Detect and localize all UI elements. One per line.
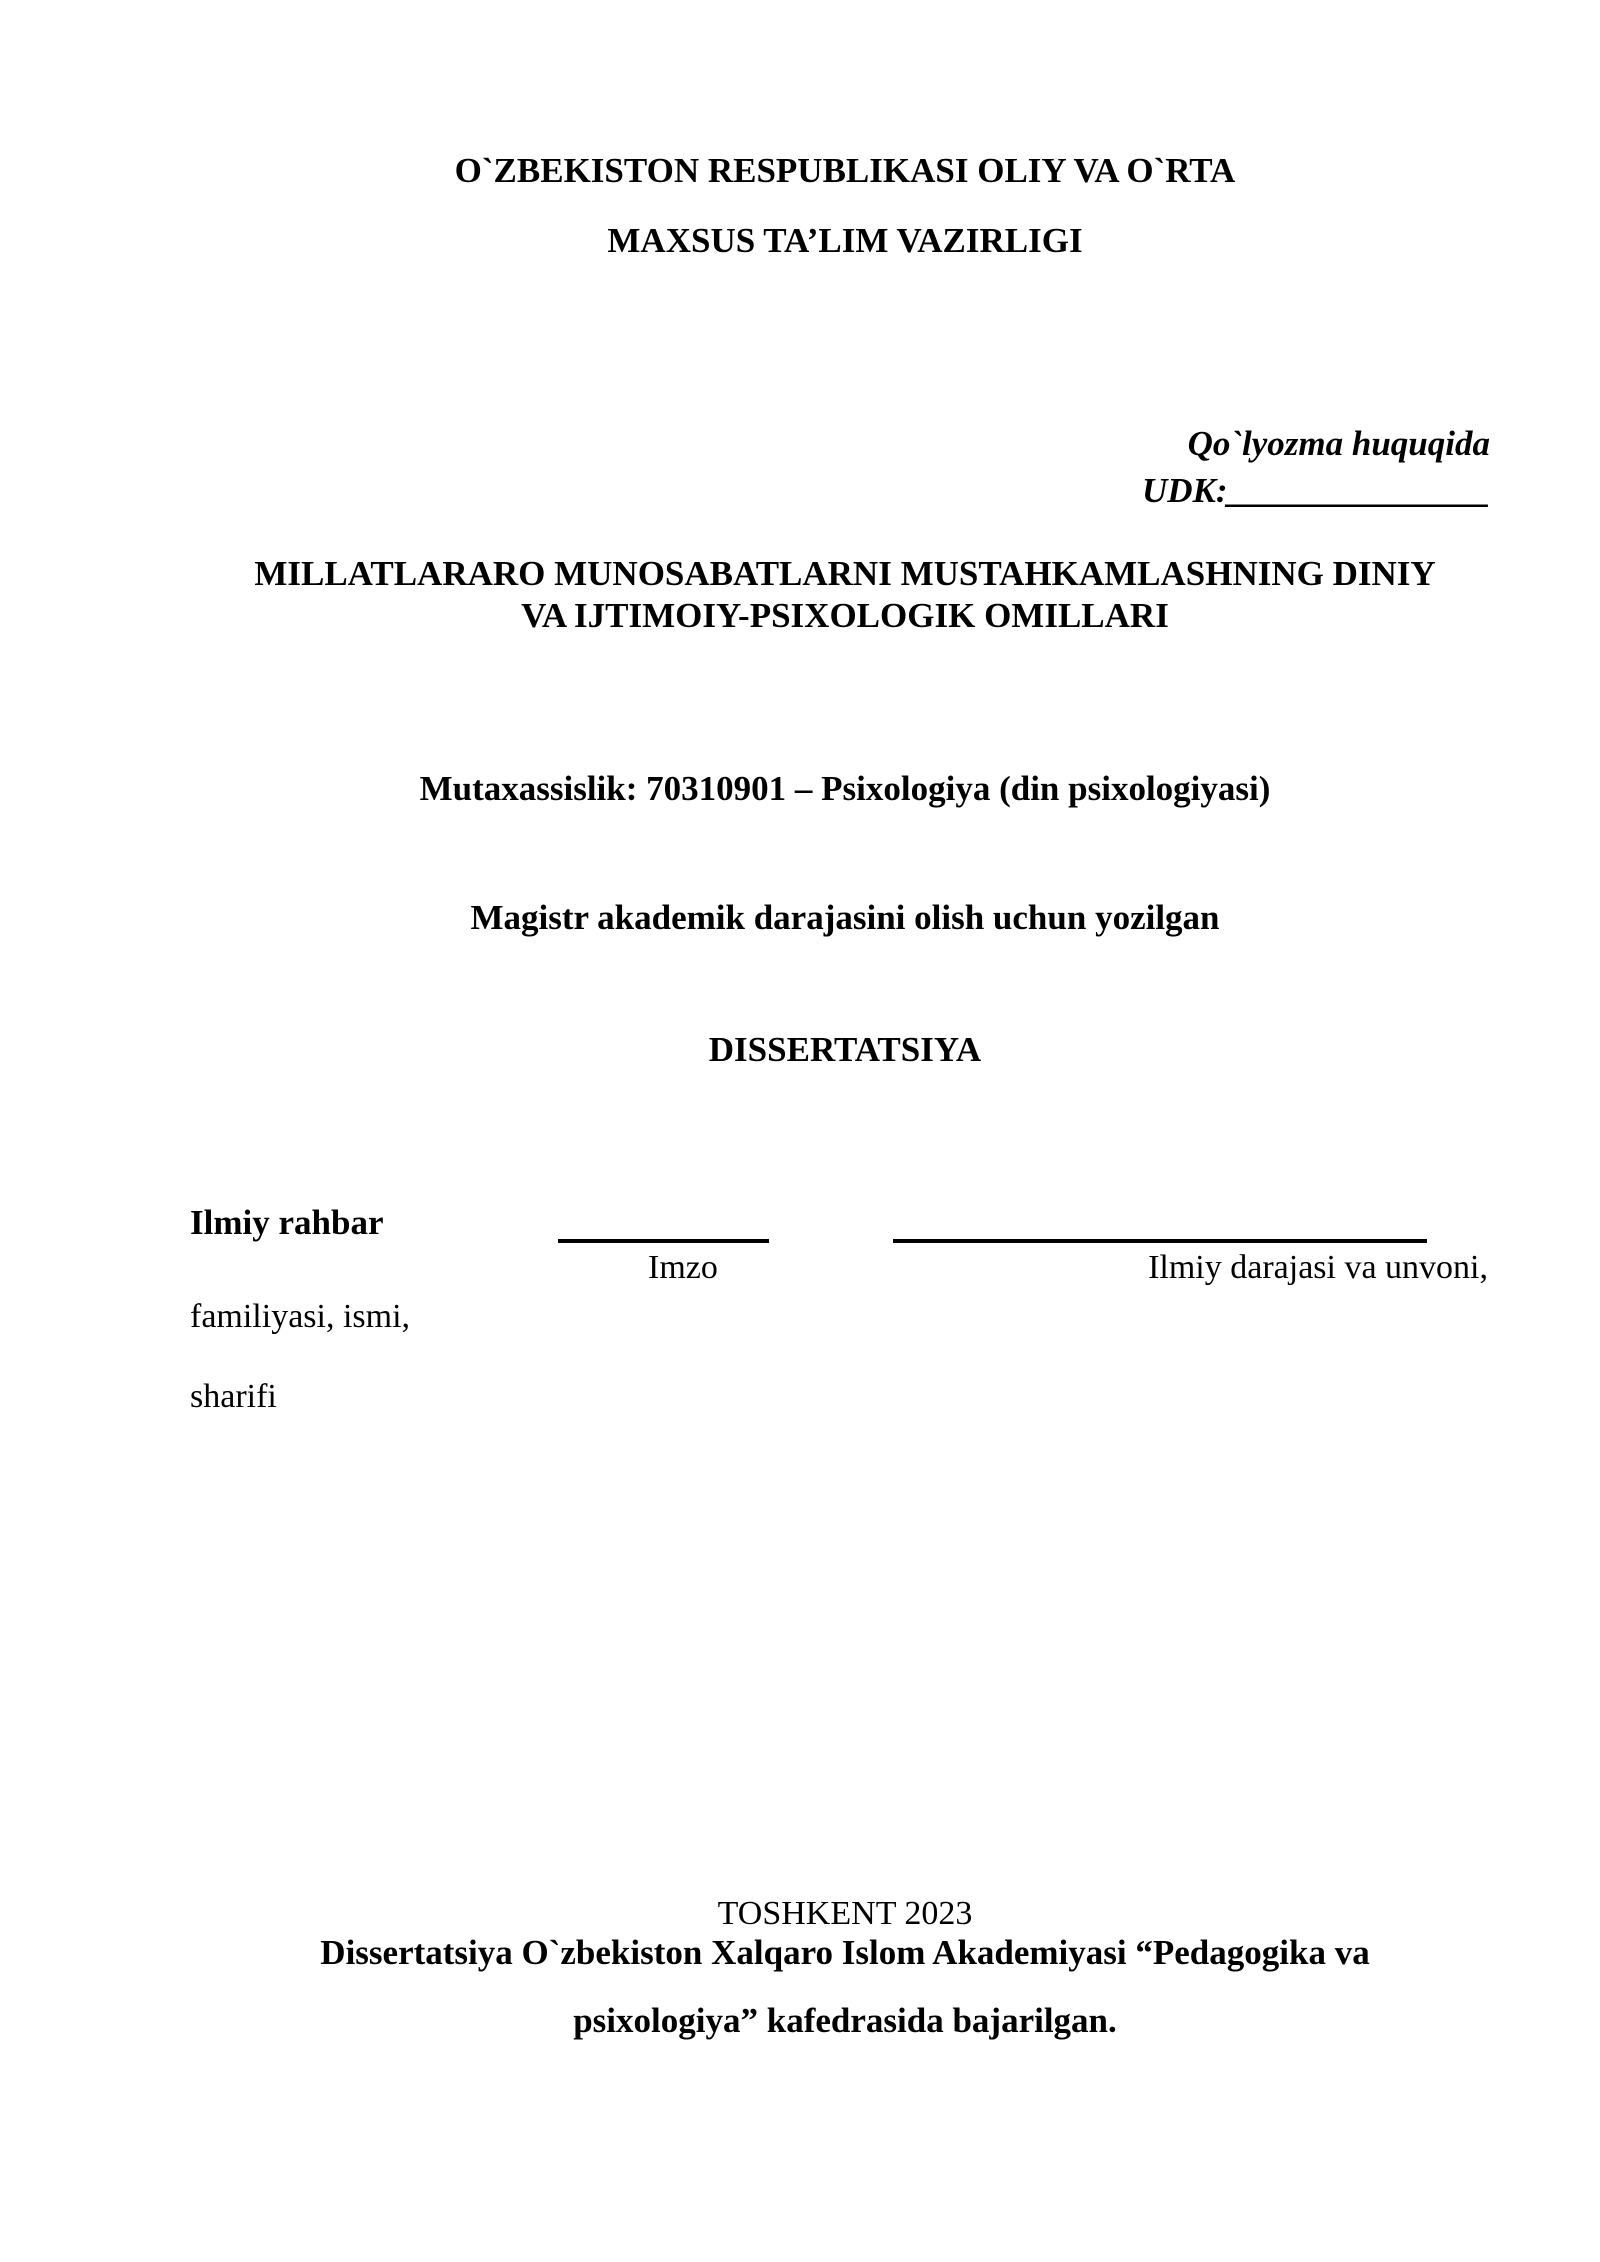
- specialty-line: Mutaxassislik: 70310901 – Psixologiya (din psixologiyasi): [419, 769, 1271, 808]
- advisor-name-hint-line-1: familiyasi, ismi,: [190, 1298, 411, 1335]
- advisor-label: Ilmiy rahbar: [190, 1203, 384, 1242]
- ministry-name-line-2: MAXSUS TA’LIM VAZIRLIGI: [607, 221, 1083, 260]
- credentials-caption: Ilmiy darajasi va unvoni,: [1148, 1249, 1488, 1286]
- credentials-blank-line: [893, 1239, 1427, 1243]
- thesis-title-line-2: VA IJTIMOIY-PSIXOLOGIK OMILLARI: [521, 596, 1169, 635]
- degree-purpose-line: Magistr akademik darajasini olish uchun yozilgan: [470, 898, 1220, 937]
- city-year-line: TOSHKENT 2023: [717, 1895, 973, 1932]
- manuscript-rights-note: Qo`lyozma huquqida: [1187, 424, 1490, 463]
- department-line-2: psixologiya” kafedrasida bajarilgan.: [573, 2001, 1117, 2040]
- signature-blank-line: [558, 1239, 769, 1243]
- udk-label: UDK:: [1141, 471, 1228, 510]
- udk-blank-line: _______________: [1227, 471, 1490, 510]
- department-line-1: Dissertatsiya O`zbekiston Xalqaro Islom Akademiyasi “Pedagogika va: [320, 1933, 1370, 1972]
- thesis-title-line-1: MILLATLARARO MUNOSABATLARNI MUSTAHKAMLASHNING DINIY: [254, 554, 1436, 593]
- udk-line: [190, 471, 1490, 511]
- ministry-name-line-1: O`ZBEKISTON RESPUBLIKASI OLIY VA O`RTA: [454, 151, 1236, 190]
- document-type-label: DISSERTATSIYA: [708, 1030, 982, 1069]
- advisor-name-hint-line-2: sharifi: [190, 1378, 277, 1415]
- signature-caption: Imzo: [648, 1249, 718, 1286]
